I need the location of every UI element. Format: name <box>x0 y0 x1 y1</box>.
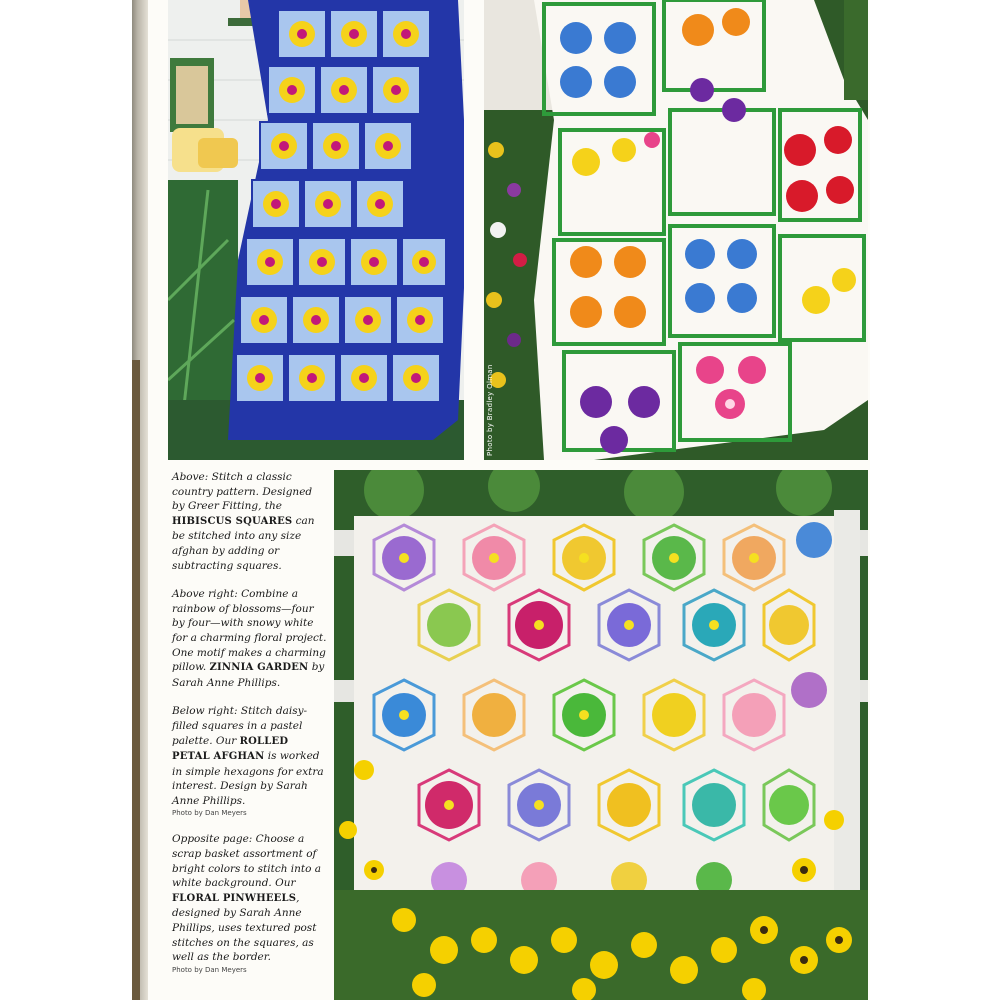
caption-text: Opposite page: Choose a scrap basket assortment of bright colors to stitch into a white background. Our <box>172 833 322 890</box>
book-binding <box>0 0 132 1000</box>
hibiscus-afghan-illustration <box>168 0 464 460</box>
caption-rolled-petal <box>172 704 328 818</box>
photo-hibiscus-squares <box>168 0 464 460</box>
caption-text: , designed by Sarah Anne Phillips, uses textured post stitches on the squares, as well as the border. <box>172 891 317 964</box>
right-margin <box>870 0 1000 1000</box>
caption-text: Above right: Combine a rainbow of blossoms—four by four—with snowy white for a charming floral project. One motif makes a charming pillow. <box>172 588 327 674</box>
pattern-name-hibiscus: HIBISCUS SQUARES <box>172 515 293 527</box>
photo-credit: Photo by Dan Meyers <box>172 965 247 974</box>
photo-credit-top: Photo by Bradley Olman <box>486 364 494 456</box>
caption-text: Above: Stitch a classic country pattern. Designed by Greer Fitting, the <box>172 471 313 513</box>
caption-hibiscus <box>172 470 328 573</box>
caption-text: Below right: Stitch daisy-filled squares in a pastel palette. Our <box>172 705 308 747</box>
rolled-petal-afghan-illustration <box>334 470 868 1000</box>
zinnia-afghan-illustration <box>484 0 868 460</box>
caption-text: by Sarah Anne Phillips. <box>172 661 325 689</box>
pattern-name-floral-pinwheels: FLORAL PINWHEELS <box>172 892 297 904</box>
caption-zinnia <box>172 587 328 690</box>
book-spine <box>132 360 140 1000</box>
pattern-name-rolled-petal: ROLLED PETAL AFGHAN <box>172 735 289 763</box>
caption-text: is worked in simple hexagons for extra interest. Design by Sarah Anne Phillips. <box>172 750 324 807</box>
caption-column <box>172 470 328 989</box>
photo-rolled-petal-afghan <box>334 470 868 1000</box>
photo-credit: Photo by Dan Meyers <box>172 809 247 818</box>
caption-text: can be stitched into any size afghan by adding or subtracting squares. <box>172 514 315 572</box>
photo-zinnia-garden <box>484 0 868 460</box>
caption-floral-pinwheels <box>172 832 328 974</box>
pattern-name-zinnia: ZINNIA GARDEN <box>209 662 309 674</box>
